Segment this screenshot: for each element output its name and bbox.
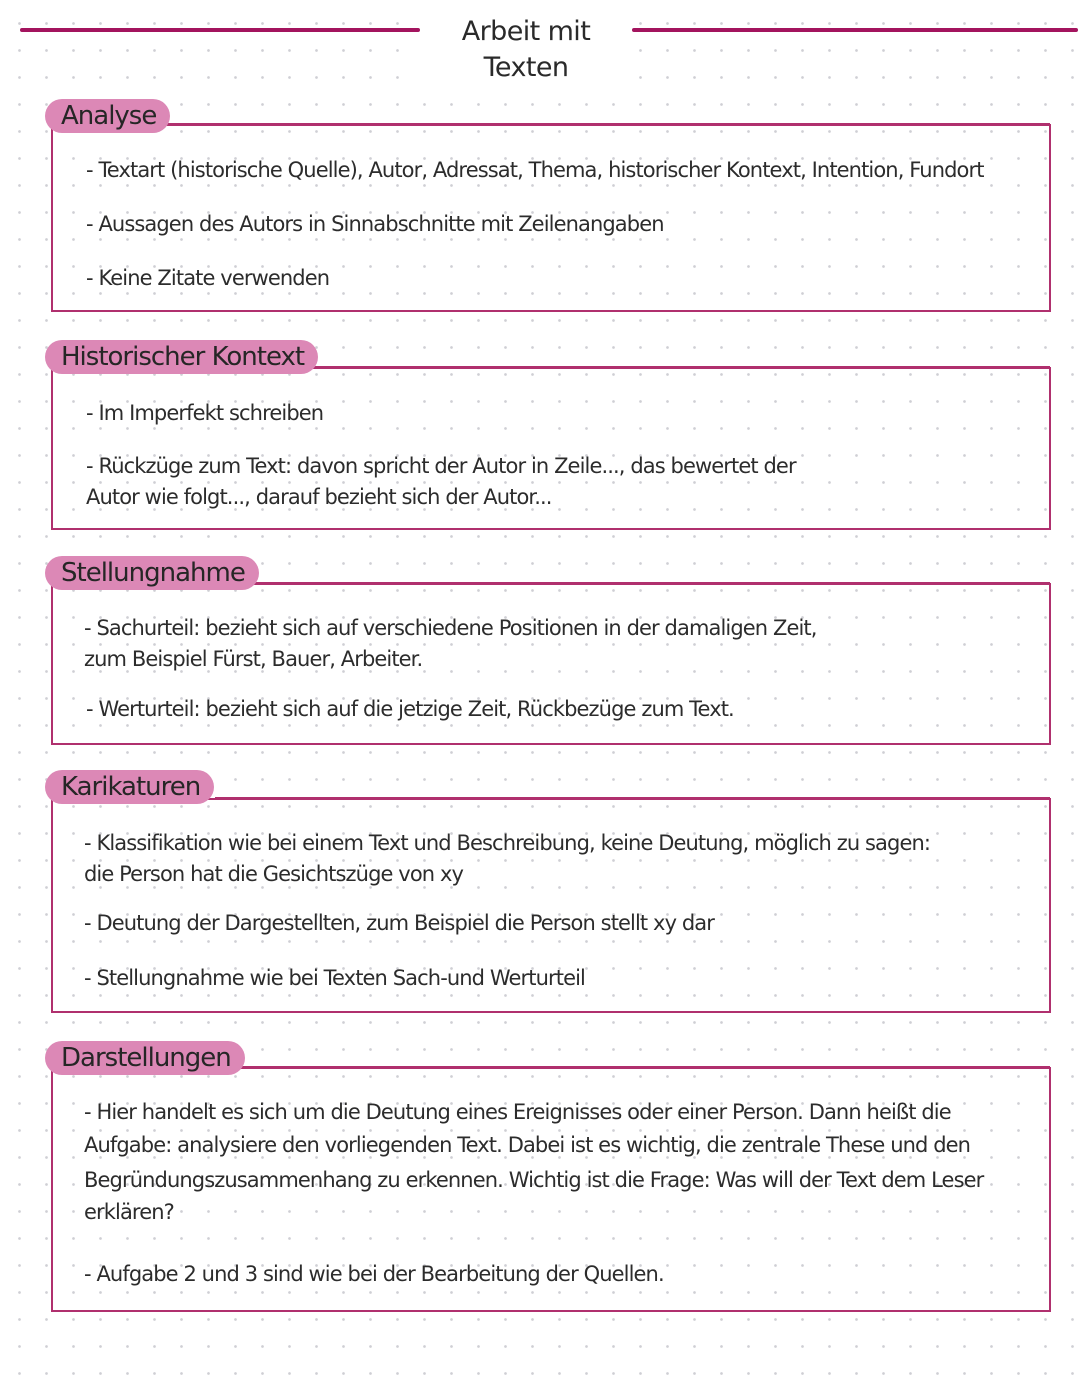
list-item: - Aussagen des Autors in Sinnabschnitte mit Zeilenangaben — [86, 212, 664, 236]
section-heading: Historischer Kontext — [45, 340, 318, 374]
list-item: Autor wie folgt..., darauf bezieht sich der Autor... — [86, 485, 552, 509]
list-item: - Sachurteil: bezieht sich auf verschiedene Positionen in der damaligen Zeit, — [84, 616, 817, 640]
list-item: - Hier handelt es sich um die Deutung eines Ereignisses oder einer Person. Dann heißt die — [84, 1100, 951, 1124]
list-item: - Textart (historische Quelle), Autor, Adressat, Thema, historischer Kontext, Intention, Fundort — [86, 158, 984, 182]
section-heading: Karikaturen — [45, 770, 214, 804]
list-item: - Keine Zitate verwenden — [86, 266, 330, 290]
section-heading: Stellungnahme — [45, 556, 259, 590]
page-title: Arbeit mit Texten — [420, 14, 632, 86]
list-item: - Klassifikation wie bei einem Text und Beschreibung, keine Deutung, möglich zu sagen: — [84, 831, 931, 855]
title-rule-right — [632, 28, 1078, 32]
list-item: zum Beispiel Fürst, Bauer, Arbeiter. — [84, 647, 423, 671]
list-item: die Person hat die Gesichtszüge von xy — [84, 862, 464, 886]
list-item: - Werturteil: bezieht sich auf die jetzige Zeit, Rückbezüge zum Text. — [86, 697, 734, 721]
list-item: - Rückzüge zum Text: davon spricht der Autor in Zeile..., das bewertet der — [86, 454, 796, 478]
list-item: erklären? — [84, 1200, 174, 1224]
list-item: - Aufgabe 2 und 3 sind wie bei der Bearbeitung der Quellen. — [84, 1262, 664, 1286]
list-item: Begründungszusammenhang zu erkennen. Wichtig ist die Frage: Was will der Text dem Leser — [84, 1168, 984, 1192]
list-item: Aufgabe: analysiere den vorliegenden Text. Dabei ist es wichtig, die zentrale These und den — [84, 1133, 971, 1157]
list-item: - Stellungnahme wie bei Texten Sach-und Werturteil — [84, 966, 585, 990]
list-item: - Im Imperfekt schreiben — [86, 401, 324, 425]
section-heading: Darstellungen — [45, 1041, 245, 1075]
section-heading: Analyse — [45, 99, 170, 133]
title-rule-left — [20, 28, 420, 32]
list-item: - Deutung der Dargestellten, zum Beispiel die Person stellt xy dar — [84, 911, 715, 935]
